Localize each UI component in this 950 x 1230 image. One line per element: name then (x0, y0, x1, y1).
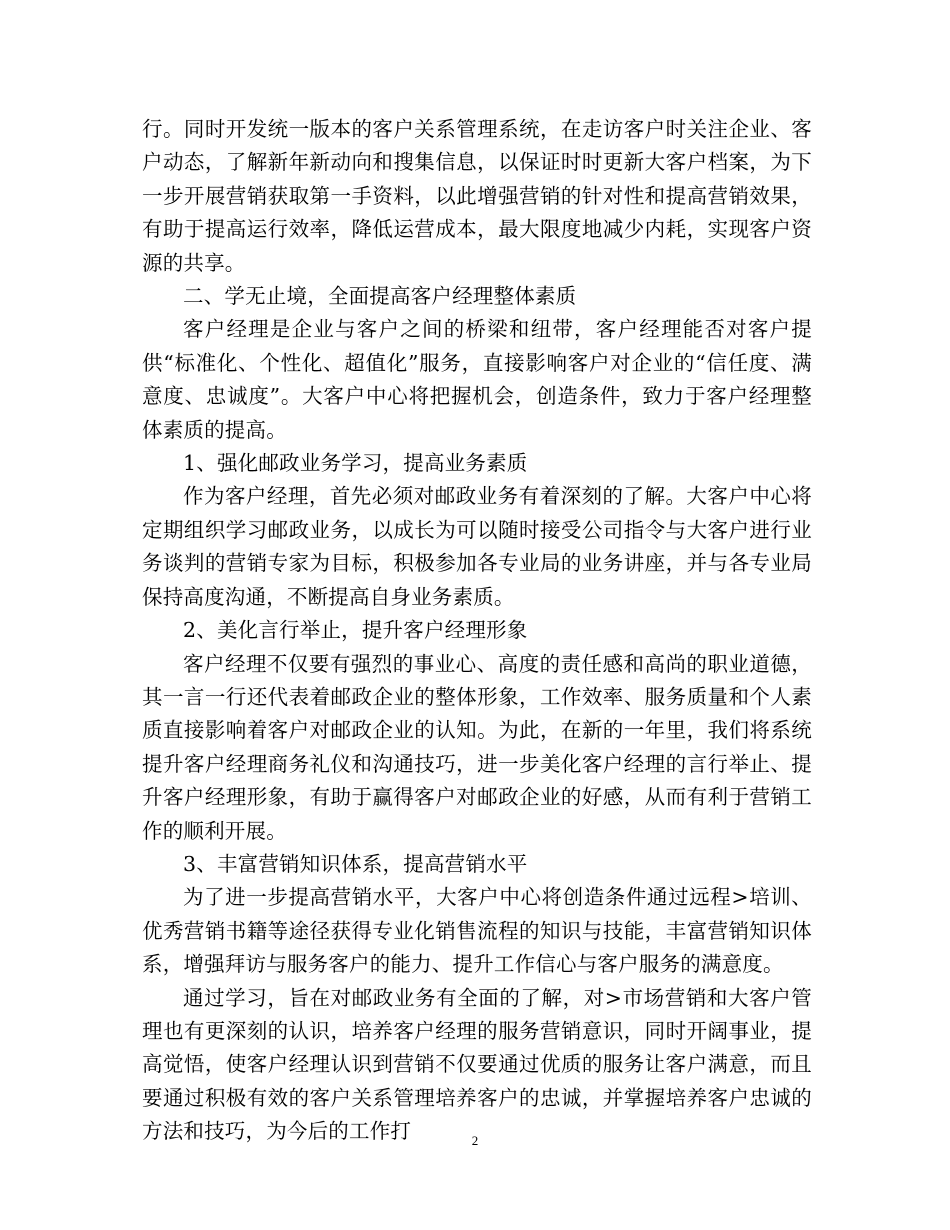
subsection-heading: 3、丰富营销知识体系，提高营销水平 (183, 851, 528, 876)
paragraph: 通过学习，旨在对邮政业务有全面的了解，对>市场营销和大客户管理也有更深刻的认识，培养客户经理的服务营销意识，同时开阔事业，提高觉悟，使客户经理认识到营销不仅要通过优质的服务让客户满意，而且要通过积极有效的客户关系管理培养客户的忠诚，并掌握培养客户忠诚的方法和技巧，为今后的工作打 (142, 985, 812, 1144)
paragraph: 客户经理是企业与客户之间的桥梁和纽带，客户经理能否对客户提供“标准化、个性化、超值化”服务，直接影响客户对企业的“信任度、满意度、忠诚度”。大客户中心将把握机会，创造条件，致力于客户经理整体素质的提高。 (142, 317, 812, 442)
subsection-heading: 2、美化言行举止，提升客户经理形象 (183, 618, 528, 643)
paragraph: 客户经理不仅要有强烈的事业心、高度的责任感和高尚的职业道德，其一言一行还代表着邮政企业的整体形象，工作效率、服务质量和个人素质直接影响着客户对邮政企业的认知。为此，在新的一年里，我们将系统提升客户经理商务礼仪和沟通技巧，进一步美化客户经理的言行举止、提升客户经理形象，有助于赢得客户对邮政企业的好感，从而有利于营销工作的顺利开展。 (142, 651, 812, 843)
subsection-heading: 1、强化邮政业务学习，提高业务素质 (183, 451, 528, 476)
paragraph: 行。同时开发统一版本的客户关系管理系统，在走访客户时关注企业、客户动态，了解新年新动向和搜集信息，以保证时时更新大客户档案，为下一步开展营销获取第一手资料，以此增强营销的针对性和提高营销效果，有助于提高运行效率，降低运营成本，最大限度地减少内耗，实现客户资源的共享。 (142, 117, 812, 275)
paragraph: 作为客户经理，首先必须对邮政业务有着深刻的了解。大客户中心将定期组织学习邮政业务，以成长为可以随时接受公司指令与大客户进行业务谈判的营销专家为目标，积极参加各专业局的业务讲座，并与各专业局保持高度沟通，不断提高自身业务素质。 (142, 484, 812, 609)
section-heading: 二、学无止境，全面提高客户经理整体素质 (183, 284, 577, 309)
page-number: 2 (471, 1133, 479, 1148)
paragraph: 为了进一步提高营销水平，大客户中心将创造条件通过远程>培训、优秀营销书籍等途径获得专业化销售流程的知识与技能，丰富营销知识体系，增强拜访与服务客户的能力、提升工作信心与客户服务的满意度。 (142, 885, 812, 977)
body-text (142, 113, 812, 1149)
